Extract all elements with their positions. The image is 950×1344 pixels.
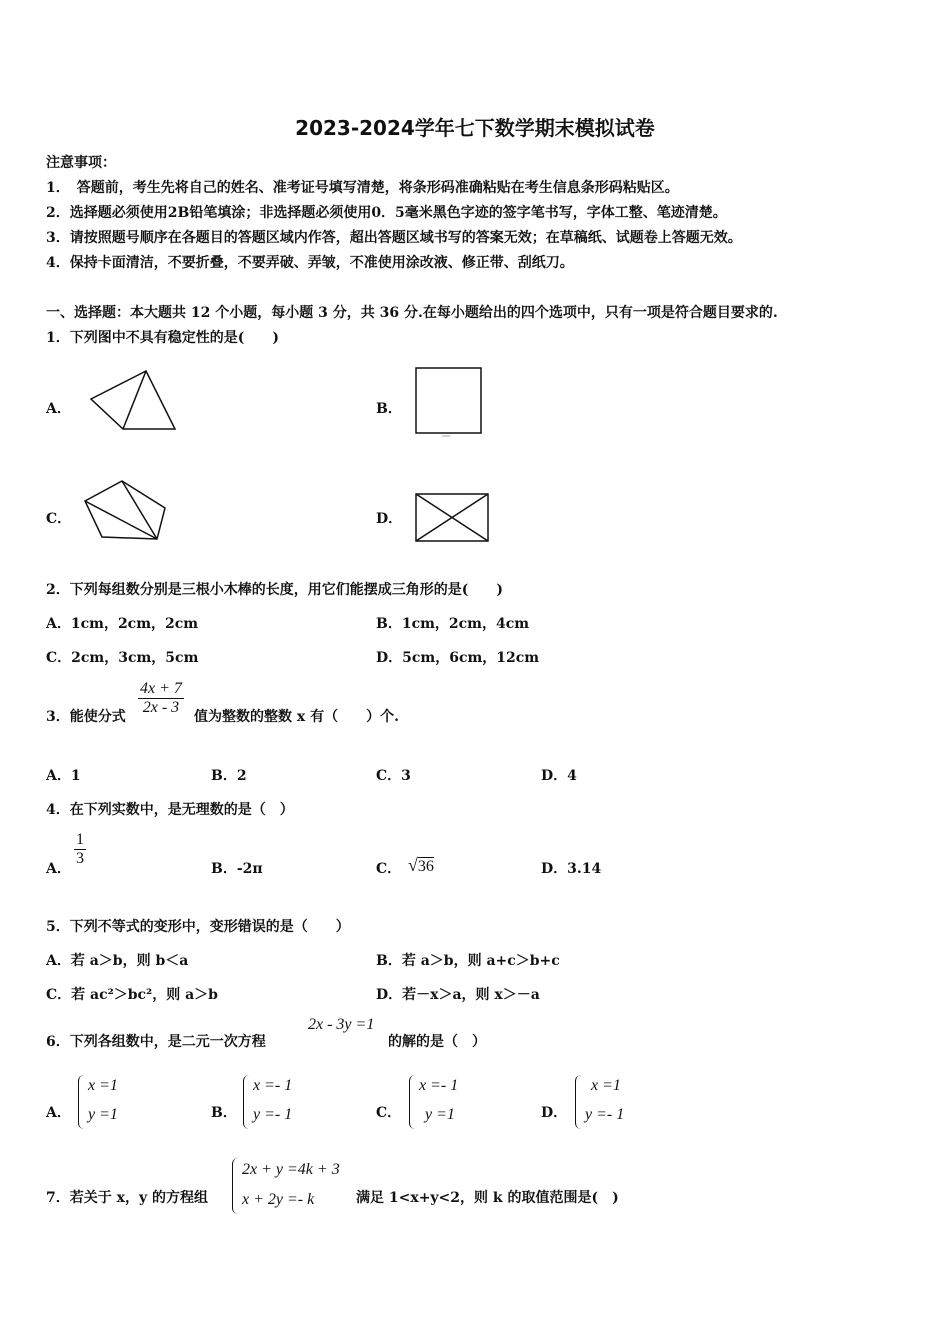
q6-system-a bbox=[78, 1075, 158, 1131]
q4-c-radicand: 36 bbox=[417, 858, 434, 875]
q3-denominator: 2x - 3 bbox=[142, 699, 180, 716]
q6-system-b bbox=[243, 1075, 323, 1131]
q5-stem: 5．下列不等式的变形中，变形错误的是（ ） bbox=[46, 919, 350, 935]
q4-option-d: D．3.14 bbox=[541, 861, 602, 877]
q1-label-d: D． bbox=[376, 511, 403, 527]
q5-option-d: D．若－x＞a，则 x＞－a bbox=[376, 987, 540, 1003]
q3-option-c: C．3 bbox=[376, 768, 411, 784]
q4-a-numerator: 1 bbox=[76, 831, 84, 848]
q4-a-denominator: 3 bbox=[76, 850, 84, 867]
note-item: 4．保持卡面清洁，不要折叠，不要弄破、弄皱，不准使用涂改液、修正带、刮纸刀。 bbox=[46, 255, 574, 271]
figure-c-pentagon bbox=[82, 478, 168, 542]
q6-system-d bbox=[575, 1075, 655, 1131]
q6-label-c: C． bbox=[376, 1105, 402, 1121]
section-heading: 一、选择题：本大题共 12 个小题，每小题 3 分，共 36 分.在每小题给出的四个选项中，只有一项是符合题目要求的. bbox=[46, 305, 778, 321]
notes-heading: 注意事项： bbox=[46, 155, 116, 171]
q2-option-d: D．5cm，6cm，12cm bbox=[376, 650, 540, 666]
q4-a-label: A． bbox=[46, 861, 71, 877]
page-title: 2023-2024学年七下数学期末模拟试卷 bbox=[295, 116, 655, 140]
q6-label-d: D． bbox=[541, 1105, 568, 1121]
q1-stem: 1．下列图中不具有稳定性的是( ) bbox=[46, 330, 279, 346]
q3-option-a: A．1 bbox=[46, 768, 81, 784]
q3-prefix: 3．能使分式 bbox=[46, 709, 126, 725]
note-item: 2．选择题必须使用2B铅笔填涂；非选择题必须使用0．5毫米黑色字迹的签字笔书写，字体工整、笔迹清楚。 bbox=[46, 205, 727, 221]
q4-stem: 4．在下列实数中，是无理数的是（ ） bbox=[46, 802, 294, 818]
q3-option-d: D．4 bbox=[541, 768, 577, 784]
q6-label-b: B． bbox=[211, 1105, 237, 1121]
q6-c-line2: y =1 bbox=[425, 1106, 455, 1123]
q3-suffix: 值为整数的整数 x 有（ ）个. bbox=[194, 709, 399, 725]
q3-option-b: B．2 bbox=[211, 768, 247, 784]
q1-label-c: C． bbox=[46, 511, 72, 527]
figure-d-rectangle-diagonals bbox=[414, 492, 492, 544]
q6-d-line1: x =1 bbox=[591, 1077, 621, 1094]
note-item: 1． 答题前，考生先将自己的姓名、准考证号填写清楚，将条形码准确粘贴在考生信息条形码粘贴区。 bbox=[46, 180, 679, 196]
q6-equation: 2x - 3y =1 bbox=[308, 1016, 375, 1033]
q1-label-a: A． bbox=[46, 401, 71, 417]
q6-suffix: 的解的是（ ） bbox=[388, 1034, 486, 1050]
q1-label-b: B． bbox=[376, 401, 402, 417]
q3-fraction bbox=[138, 680, 184, 717]
q6-d-line2: y =- 1 bbox=[585, 1106, 625, 1123]
q6-b-line1: x =- 1 bbox=[253, 1077, 293, 1094]
q5-option-b: B．若 a＞b，则 a+c＞b+c bbox=[376, 953, 560, 969]
q6-label-a: A． bbox=[46, 1105, 71, 1121]
q7-prefix: 7．若关于 x，y 的方程组 bbox=[46, 1190, 208, 1206]
q6-a-line1: x =1 bbox=[88, 1077, 118, 1094]
q2-stem: 2．下列每组数分别是三根小木棒的长度，用它们能摆成三角形的是( ) bbox=[46, 582, 503, 598]
q5-option-c: C．若 ac²＞bc²，则 a＞b bbox=[46, 987, 218, 1003]
q4-c-label: C． bbox=[376, 861, 402, 877]
q5-option-a: A．若 a＞b，则 b＜a bbox=[46, 953, 189, 969]
q6-prefix: 6．下列各组数中，是二元一次方程 bbox=[46, 1034, 266, 1050]
q6-a-line2: y =1 bbox=[88, 1106, 118, 1123]
q7-system bbox=[232, 1158, 362, 1216]
q2-option-b: B．1cm，2cm，4cm bbox=[376, 616, 530, 632]
q6-c-line1: x =- 1 bbox=[419, 1077, 459, 1094]
q7-line2: x + 2y =- k bbox=[242, 1191, 315, 1208]
figure-b-square bbox=[414, 366, 484, 438]
q6-system-c bbox=[409, 1075, 489, 1131]
q2-option-c: C．2cm，3cm，5cm bbox=[46, 650, 199, 666]
q4-c-sqrt: √36 bbox=[408, 855, 434, 875]
q2-option-a: A．1cm，2cm，2cm bbox=[46, 616, 199, 632]
figure-a-triangles bbox=[88, 368, 180, 434]
q7-line1: 2x + y =4k + 3 bbox=[242, 1161, 340, 1178]
q6-b-line2: y =- 1 bbox=[253, 1106, 293, 1123]
q7-suffix: 满足 1<x+y<2，则 k 的取值范围是( ) bbox=[356, 1190, 619, 1206]
q4-option-b: B．-2π bbox=[211, 861, 263, 877]
q4-a-fraction bbox=[74, 831, 86, 868]
q3-numerator: 4x + 7 bbox=[140, 680, 182, 697]
note-item: 3．请按照题号顺序在各题目的答题区域内作答，超出答题区域书写的答案无效；在草稿纸、试题卷上答题无效。 bbox=[46, 230, 742, 246]
